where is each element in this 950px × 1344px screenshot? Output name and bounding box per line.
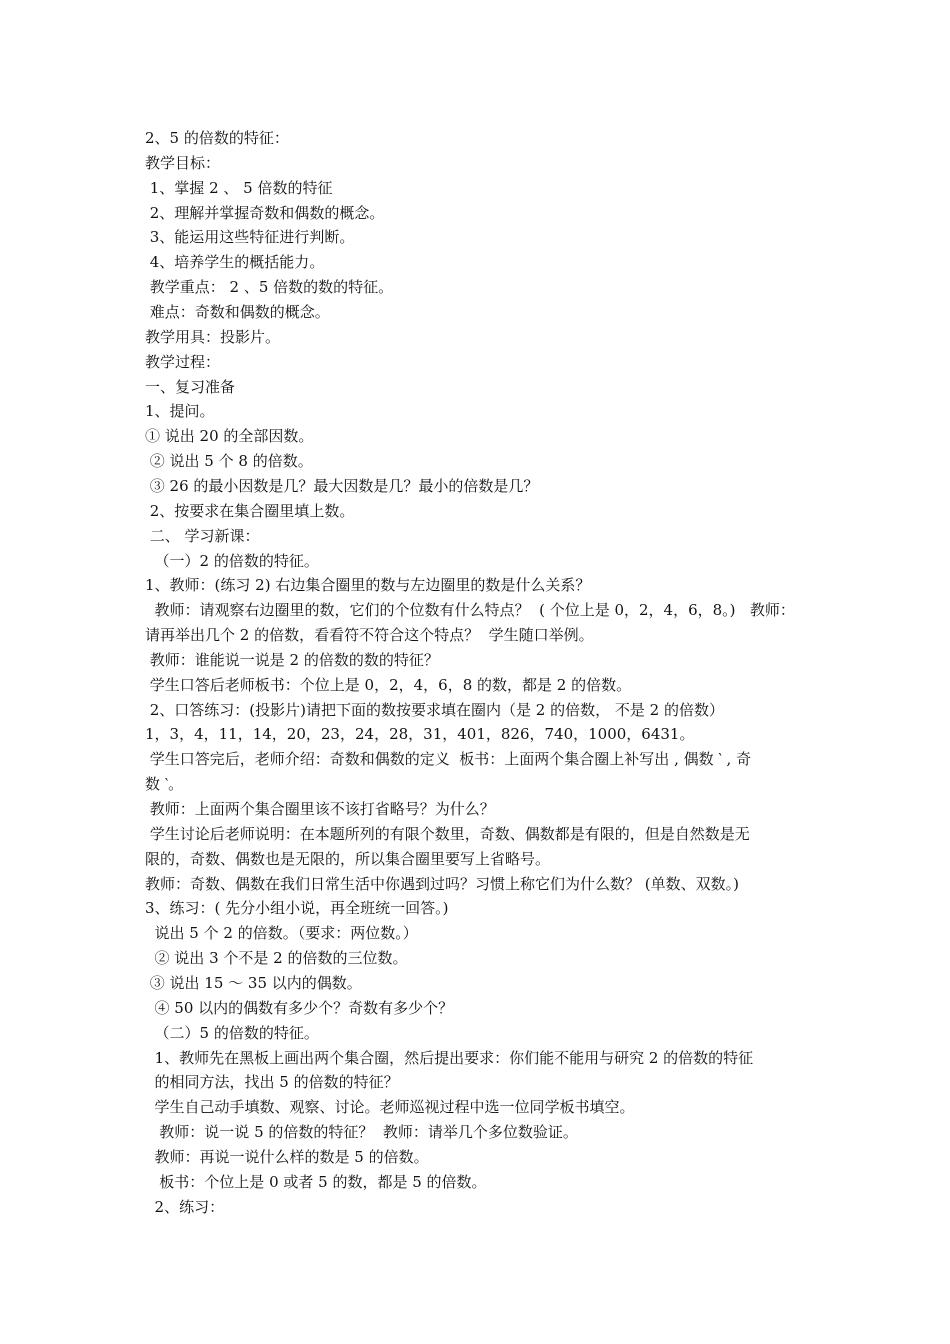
text-line: 的相同方法，找出 5 的倍数的特征？ (145, 1073, 399, 1092)
text-line: 1、掌握 2 、 5 倍数的特征 (145, 178, 333, 197)
text-line: 请再举出几个 2 的倍数，看看符不符合这个特点？ 学生随口举例。 (145, 626, 594, 644)
text-line: （二）5 的倍数的特征。 (145, 1023, 319, 1042)
text-line: 学生口答后老师板书：个位上是 0，2，4，6，8 的数，都是 2 的倍数。 (145, 675, 632, 694)
text-line: 二、 学习新课： (145, 526, 260, 545)
text-line: 学生口答完后，老师介绍：奇数和偶数的定义 板书：上面两个集合圈上补写出 , 偶数 ‵ , 奇 (145, 750, 752, 769)
text-line: 3、练习：( 先分小组小说，再全班统一回答。) (145, 899, 449, 918)
text-line: 2、理解并掌握奇数和偶数的概念。 (145, 203, 385, 222)
text-line: 2、口答练习：(投影片)请把下面的数按要求填在圈内（是 2 的倍数， 不是 2 的倍数） (145, 700, 724, 719)
text-line: 一、复习准备 (145, 377, 236, 396)
text-line: 1、提问。 (145, 402, 215, 421)
text-line: （一）2 的倍数的特征。 (145, 551, 319, 570)
text-line: 3、能运用这些特征进行判断。 (145, 228, 355, 247)
text-line: 教师：请观察右边圈里的数，它们的个位数有什么特点？ ( 个位上是 0，2，4，6，8。) 教师： (145, 601, 795, 620)
text-line: ② 说出 5 个 8 的倍数。 (145, 452, 313, 471)
text-line: 说出 5 个 2 的倍数。（要求：两位数。） (145, 924, 418, 943)
text-line: 学生自己动手填数、观察、讨论。老师巡视过程中选一位同学板书填空。 (145, 1098, 635, 1117)
text-line: 教学用具：投影片。 (145, 327, 281, 346)
text-line: 板书：个位上是 0 或者 5 的数，都是 5 的倍数。 (145, 1172, 487, 1191)
text-line: ④ 50 以内的偶数有多少个？奇数有多少个？ (145, 998, 454, 1017)
text-line: 教师：谁能说一说是 2 的倍数的数的特征？ (145, 650, 439, 669)
text-line: 教师：说一说 5 的倍数的特征？ 教师：请举几个多位数验证。 (145, 1123, 578, 1141)
text-line: ③ 说出 15 ～ 35 以内的偶数。 (145, 973, 362, 992)
text-line: 教学过程： (145, 352, 221, 371)
text-line: 4、培养学生的概括能力。 (145, 253, 325, 272)
text-line: ② 说出 3 个不是 2 的倍数的三位数。 (145, 949, 408, 968)
text-line: 教师：再说一说什么样的数是 5 的倍数。 (145, 1147, 429, 1166)
text-line: 教学重点： 2 、5 倍数的数的特征。 (145, 278, 394, 297)
text-line: 教师：上面两个集合圈里该不该打省略号？为什么？ (145, 800, 495, 818)
text-line: 难点：奇数和偶数的概念。 (145, 303, 330, 321)
text-line: 学生讨论后老师说明：在本题所列的有限个数里，奇数、偶数都是有限的，但是自然数是无 (145, 824, 750, 843)
text-line: ① 说出 20 的全部因数。 (145, 427, 314, 446)
text-line: ③ 26 的最小因数是几？最大因数是几？最小的倍数是几？ (145, 476, 539, 495)
text-line: 2、按要求在集合圈里填上数。 (145, 501, 355, 520)
text-line: 2、5 的倍数的特征： (145, 129, 289, 147)
text-line: 1、教师先在黑板上画出两个集合圈，然后提出要求：你们能不能用与研究 2 的倍数的特征 (145, 1048, 754, 1067)
text-line: 教师：奇数、偶数在我们日常生活中你遇到过吗？习惯上称它们为什么数？ (单数、双数。) (145, 874, 739, 893)
text-line: 1，3，4，11，14，20，23，24，28，31，401，826，740，1000，6431。 (145, 725, 695, 744)
text-line: 数 ‵。 (145, 775, 184, 794)
text-line: 教学目标： (145, 153, 221, 172)
text-line: 2、练习： (145, 1197, 225, 1216)
text-line: 1、教师：(练习 2) 右边集合圈里的数与左边圈里的数是什么关系？ (145, 576, 591, 595)
text-line: 限的，奇数、偶数也是无限的，所以集合圈里要写上省略号。 (145, 849, 551, 868)
